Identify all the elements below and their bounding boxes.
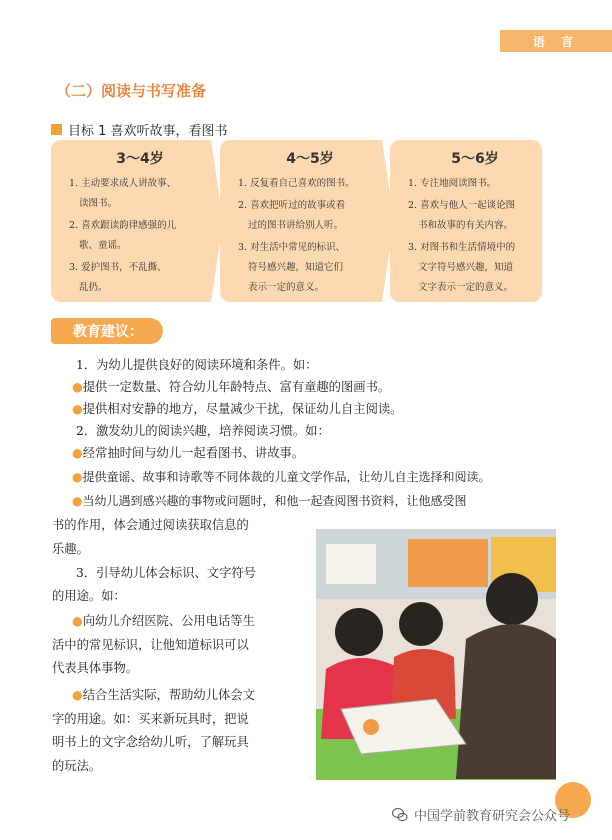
age-box-4-5 bbox=[220, 140, 382, 302]
age-title: 4～5岁 bbox=[286, 151, 334, 167]
wechat-icon bbox=[392, 807, 408, 823]
paragraph-line: 代表具体事物。 bbox=[52, 661, 139, 675]
list-item: 2. 喜欢与他人一起谈论图 书和故事的有关内容。 bbox=[408, 200, 516, 231]
bullet-line: ●经常抽时间与幼儿一起看图书、讲故事。 bbox=[72, 446, 305, 460]
list-item: 1. 专注地阅读图书。 bbox=[408, 178, 497, 189]
paragraph-line: 2．激发幼儿的阅读兴趣，培养阅读习惯。如： bbox=[76, 424, 330, 438]
footer-brand bbox=[392, 805, 570, 824]
dot-bullet-icon: ● bbox=[72, 470, 83, 484]
dot-bullet-icon: ● bbox=[72, 614, 83, 628]
classroom-photo-illustration bbox=[316, 529, 556, 780]
dot-bullet-icon: ● bbox=[72, 494, 83, 508]
dot-bullet-icon: ● bbox=[72, 688, 83, 702]
bullet-line: ●提供一定数量、符合幼儿年龄特点、富有童趣的图画书。 bbox=[72, 380, 391, 394]
goal-heading bbox=[51, 120, 228, 139]
dot-bullet-icon: ● bbox=[72, 380, 83, 394]
bullet-line: ●提供童谣、故事和诗歌等不同体裁的儿童文学作品，让幼儿自主选择和阅读。 bbox=[72, 470, 491, 484]
chapter-tab bbox=[500, 30, 612, 52]
square-bullet-icon bbox=[51, 124, 62, 135]
bullet-line: ●向幼儿介绍医院、公用电话等生 bbox=[72, 614, 255, 628]
list-item: 3. 对图书和生活情境中的 文字符号感兴趣，知道 文字表示一定的意义。 bbox=[408, 242, 516, 293]
paragraph-line: 的用途。如： bbox=[52, 589, 126, 603]
paragraph-line: 3．引导幼儿体会标识、文字符号 bbox=[76, 566, 256, 580]
dot-bullet-icon: ● bbox=[72, 402, 83, 416]
age-title: 5～6岁 bbox=[451, 151, 499, 167]
paragraph-line: 乐趣。 bbox=[52, 542, 89, 556]
edu-suggestion-label: 教育建议： bbox=[51, 318, 163, 344]
paragraph-line: 1．为幼儿提供良好的阅读环境和条件。如： bbox=[76, 358, 318, 372]
bullet-line: ●当幼儿遇到感兴趣的事物或问题时，和他一起查阅图书资料，让他感受图 bbox=[72, 494, 467, 508]
paragraph-line: 明书上的文字念给幼儿听，了解玩具 bbox=[52, 735, 249, 749]
paragraph-line: 书的作用，体会通过阅读获取信息的 bbox=[52, 518, 249, 532]
goal-title: 目标 1 喜欢听故事，看图书 bbox=[68, 124, 228, 139]
bullet-line: ●结合生活实际，帮助幼儿体会文 bbox=[72, 688, 255, 702]
chapter-tab-label: 语 言 bbox=[532, 34, 580, 49]
age-goal-list bbox=[69, 174, 211, 298]
paragraph-line: 活中的常见标识，让他知道标识可以 bbox=[52, 638, 249, 652]
bullet-line: ●提供相对安静的地方，尽量减少干扰，保证幼儿自主阅读。 bbox=[72, 402, 403, 416]
list-item: 3. 对生活中常见的标识、 符号感兴趣，知道它们 表示一定的意义。 bbox=[238, 242, 346, 293]
age-box-5-6 bbox=[390, 140, 542, 302]
age-box-3-4 bbox=[51, 140, 211, 302]
list-item: 1. 主动要求成人讲故事、 读图书。 bbox=[69, 178, 177, 209]
list-item: 2. 喜欢跟读韵律感强的儿 歌、童谣。 bbox=[69, 220, 177, 251]
footer-brand-text: 中国学前教育研究会公众号 bbox=[414, 809, 571, 824]
list-item: 2. 喜欢把听过的故事或看 过的图书讲给别人听。 bbox=[238, 200, 346, 231]
age-goal-list bbox=[408, 174, 542, 298]
list-item: 1. 反复看自己喜欢的图书。 bbox=[238, 178, 355, 189]
classroom-photo bbox=[316, 529, 556, 780]
section-title: （二）阅读与书写准备 bbox=[56, 82, 207, 100]
list-item: 3. 爱护图书，不乱撕、 乱扔。 bbox=[69, 262, 167, 293]
age-title: 3～4岁 bbox=[116, 151, 164, 167]
paragraph-line: 字的用途。如：买来新玩具时，把说 bbox=[52, 712, 249, 726]
paragraph-line: 的玩法。 bbox=[52, 759, 102, 773]
dot-bullet-icon: ● bbox=[72, 446, 83, 460]
age-goal-list bbox=[238, 174, 382, 298]
